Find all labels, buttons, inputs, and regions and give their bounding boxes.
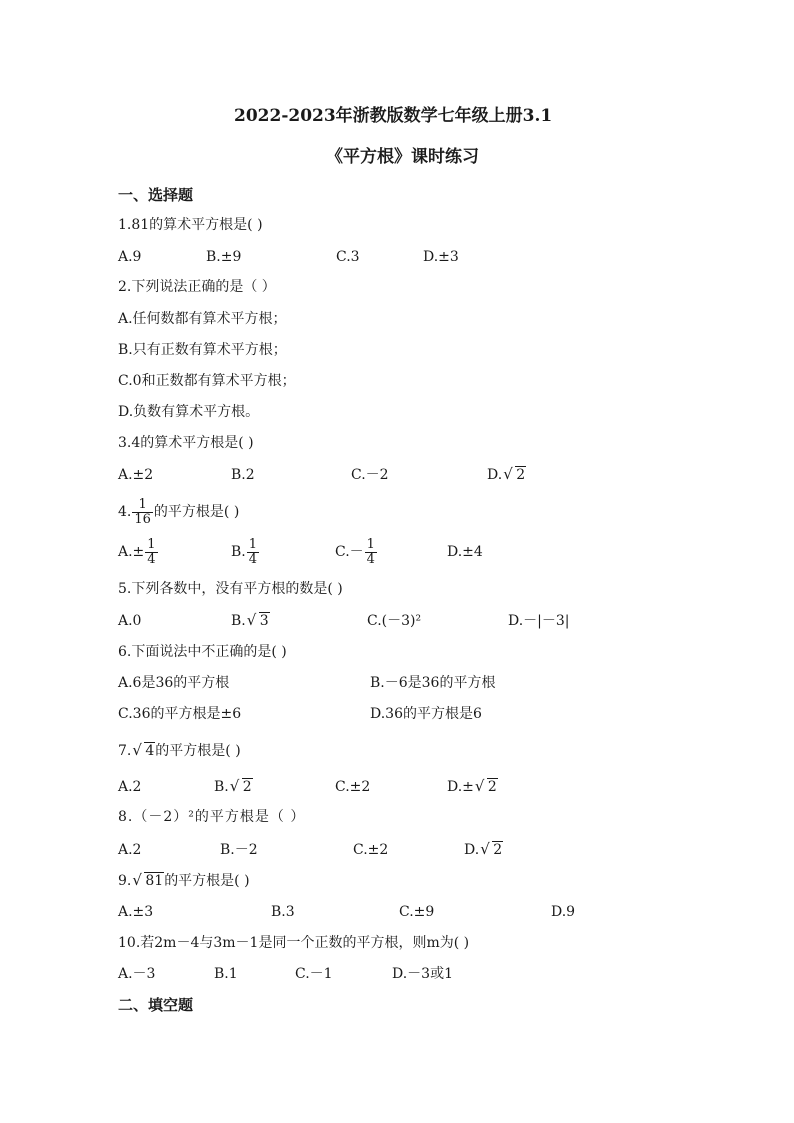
q5-option-b-label: B. [231, 613, 246, 629]
section-heading-choice: 一、选择题 [118, 186, 194, 204]
q5-option-b [231, 612, 270, 630]
q4-option-c-fraction [365, 538, 377, 567]
q10-option-d: D.－3或1 [392, 966, 453, 982]
question-6: 6.下面说法中不正确的是( ) [118, 644, 287, 660]
question-9 [118, 872, 250, 890]
q2-option-d: D.负数有算术平方根。 [118, 404, 260, 420]
q10-option-c: C.－1 [295, 966, 333, 982]
q1-option-c: C.3 [336, 249, 360, 265]
q9-suffix: 的平方根是( ) [164, 873, 250, 889]
q6-option-c: C.36的平方根是±6 [118, 706, 242, 722]
q9-number: 9. [118, 873, 132, 889]
q1-option-a: A.9 [118, 249, 142, 265]
question-3: 3.4的算术平方根是( ) [118, 435, 254, 451]
q4-fraction [132, 498, 153, 527]
q7-option-b-radicand: 2 [242, 779, 252, 795]
question-2: 2.下列说法正确的是（ ） [118, 279, 276, 295]
q4-option-b-label: B. [231, 544, 246, 560]
q6-option-b: B.－6是36的平方根 [370, 675, 496, 691]
q4-numerator: 1 [132, 498, 153, 513]
question-10: 10.若2m－4与3m－1是同一个正数的平方根，则m为( ) [118, 935, 470, 951]
sqrt-icon: √ 3 [246, 611, 269, 629]
q7-option-d-radicand: 2 [487, 779, 497, 795]
question-1: 1.81的算术平方根是( ) [118, 217, 263, 233]
q4-suffix: 的平方根是( ) [153, 504, 240, 520]
q4-option-c-label: C.－ [335, 544, 364, 560]
q3-option-a: A.±2 [118, 467, 154, 483]
q8-option-c: C.±2 [353, 842, 389, 858]
q4-option-a [118, 535, 159, 569]
q2-option-c: C.0和正数都有算术平方根； [118, 373, 296, 389]
q5-option-a: A.0 [118, 613, 142, 629]
q2-option-b: B.只有正数有算术平方根； [118, 342, 287, 358]
sqrt-icon: √ 81 [132, 871, 164, 889]
q1-option-b: B.±9 [206, 249, 242, 265]
q2-option-a: A.任何数都有算术平方根； [118, 311, 287, 327]
question-7 [118, 742, 241, 760]
q4-option-c-den: 4 [366, 551, 375, 567]
sqrt-icon: √ 4 [132, 741, 155, 759]
q3-option-c: C.－2 [351, 467, 389, 483]
q3-option-b: B.2 [231, 467, 255, 483]
title-line1: 2022-2023年浙教版数学七年级上册3.1 [234, 106, 553, 126]
q1-option-d: D.±3 [423, 249, 459, 265]
q7-option-a: A.2 [118, 779, 142, 795]
q8-option-d-label: D. [464, 842, 480, 858]
question-8: 8.（－2）²的平方根是（ ） [118, 809, 306, 825]
q4-option-b-den: 4 [248, 551, 258, 567]
q7-option-d [447, 778, 498, 796]
q4-option-a-den: 4 [147, 551, 156, 567]
q4-option-a-fraction [145, 538, 157, 567]
section-heading-fill: 二、填空题 [118, 996, 194, 1014]
q7-option-c: C.±2 [335, 779, 371, 795]
q7-number: 7. [118, 743, 132, 759]
q10-option-b: B.1 [214, 966, 238, 982]
q4-option-b-num: 1 [248, 536, 258, 552]
q4-option-a-label: A.± [118, 544, 145, 560]
sqrt-icon: √ 2 [474, 777, 497, 795]
q8-option-a: A.2 [118, 842, 142, 858]
q4-option-c-num: 1 [366, 536, 375, 552]
q4-option-a-num: 1 [147, 536, 156, 552]
q10-option-a: A.－3 [118, 966, 156, 982]
q7-option-b-label: B. [214, 779, 229, 795]
q4-option-d: D.±4 [447, 544, 483, 560]
q7-suffix: 的平方根是( ) [155, 743, 241, 759]
question-4 [118, 495, 239, 529]
q6-option-d: D.36的平方根是6 [370, 706, 482, 722]
q5-option-d: D.－|－3| [508, 613, 570, 629]
sqrt-icon: √ 2 [503, 465, 526, 483]
q6-option-a: A.6是36的平方根 [118, 675, 230, 691]
q9-radicand: 81 [145, 873, 164, 889]
q9-option-c: C.±9 [399, 904, 435, 920]
q4-option-b [231, 535, 260, 569]
q5-option-c: C.(－3)² [367, 613, 422, 629]
q8-option-d [464, 841, 503, 859]
q4-denominator: 16 [134, 511, 151, 527]
q3-option-d-radicand: 2 [516, 467, 526, 483]
q4-number: 4. [118, 504, 132, 520]
q9-option-a: A.±3 [118, 904, 154, 920]
question-5: 5.下列各数中，没有平方根的数是( ) [118, 581, 343, 597]
q5-option-b-radicand: 3 [259, 613, 269, 629]
q7-radicand: 4 [145, 743, 155, 759]
q8-option-d-radicand: 2 [493, 842, 503, 858]
sqrt-icon: √ 2 [480, 840, 503, 858]
q3-option-d-label: D. [487, 467, 503, 483]
sqrt-icon: √ 2 [229, 777, 252, 795]
q9-option-b: B.3 [271, 904, 295, 920]
q4-option-b-fraction [247, 538, 259, 567]
q8-option-b: B.－2 [220, 842, 258, 858]
title-line2: 《平方根》课时练习 [326, 147, 479, 167]
q7-option-b [214, 778, 253, 796]
q9-option-d: D.9 [551, 904, 576, 920]
q3-option-d [487, 466, 526, 484]
q7-option-d-label: D.± [447, 779, 474, 795]
q4-option-c [335, 535, 378, 569]
